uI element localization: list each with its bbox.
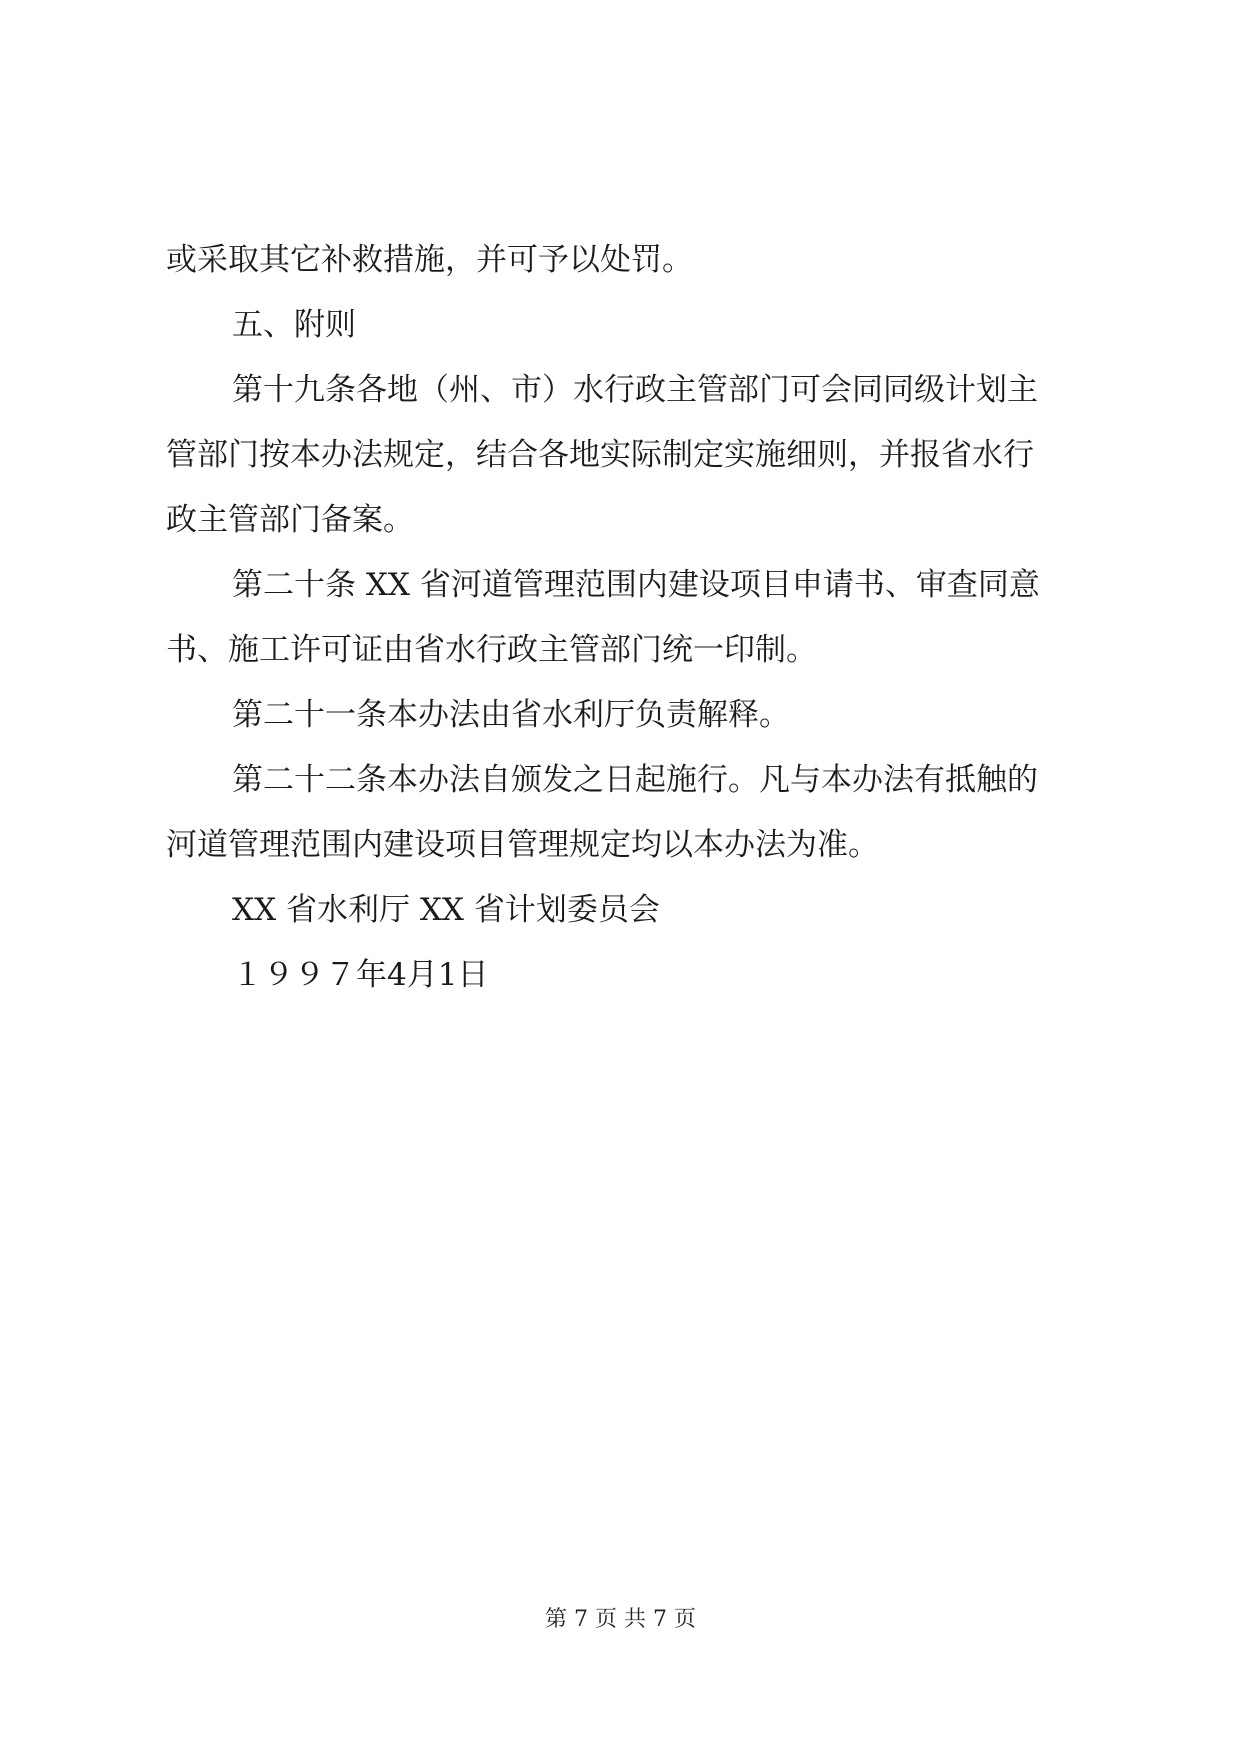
article-22-line: 河道管理范围内建设项目管理规定均以本办法为准。: [166, 827, 879, 863]
article-20-line: 书、施工许可证由省水行政主管部门统一印制。: [166, 632, 817, 668]
article-19-line: 政主管部门备案。: [166, 502, 414, 538]
section-heading: 五、附则: [232, 307, 356, 343]
issuer-signature: XX 省水利厅 XX 省计划委员会: [232, 892, 660, 928]
article-20-line: 第二十条 XX 省河道管理范围内建设项目申请书、审查同意: [232, 567, 1040, 603]
document-body: [166, 228, 1086, 1008]
article-19-line: 管部门按本办法规定，结合各地实际制定实施细则，并报省水行: [166, 437, 1034, 473]
issue-date: １９９７年4月1日: [232, 957, 489, 993]
paragraph-line: 或采取其它补救措施，并可予以处罚。: [166, 242, 693, 278]
page-number-footer: 第 7 页 共 7 页: [545, 1607, 696, 1632]
article-21-line: 第二十一条本办法由省水利厅负责解释。: [232, 697, 790, 733]
article-22-line: 第二十二条本办法自颁发之日起施行。凡与本办法有抵触的: [232, 762, 1038, 798]
article-19-line: 第十九条各地（州、市）水行政主管部门可会同同级计划主: [232, 372, 1038, 408]
